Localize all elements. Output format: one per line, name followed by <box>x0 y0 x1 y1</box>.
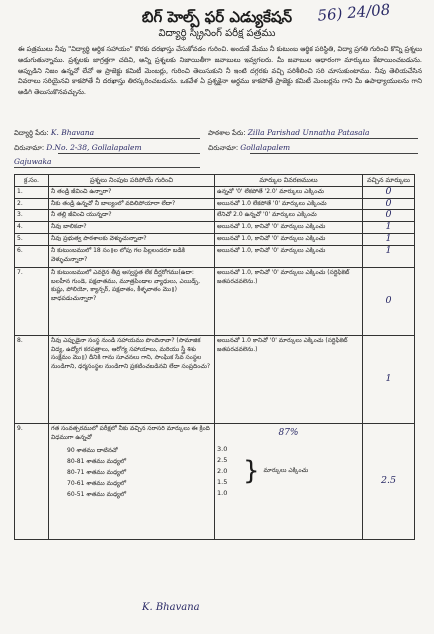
row9-range: 90 శాతము దాటినచో <box>67 447 118 455</box>
header-sno: క్ర.సం. <box>15 175 49 187</box>
form-subtitle: విద్యార్థి స్క్రీనింగ్ పరీక్ష పత్రము <box>158 28 276 39</box>
row-marks-desc: లేనిచో 2.0 ఉన్నచో '0' మార్కులు ఎక్కించు <box>215 210 363 222</box>
row-sno: 1. <box>15 186 49 198</box>
row-question: నీవు ప్రభుత్వ పాఠశాలకు వెళ్ళుచున్నావా? <box>49 233 215 245</box>
row9-range: 80-71 శాతము మధ్యలో <box>67 469 127 477</box>
row-awarded: 0 <box>363 198 415 210</box>
address-line2-underline <box>14 167 200 168</box>
row9-range: 80-81 శాతము మధ్యలో <box>67 458 127 466</box>
table-row <box>15 267 415 335</box>
row-marks-desc: అయినచో 1.0 లేకపోతే '0' మార్కులు ఎక్కించు <box>215 198 363 210</box>
row-question: నీ తండ్రి జీవించి ఉన్నారా? <box>49 186 215 198</box>
row-question: నీవు ఎప్పుడైనా సంస్థ నుండి సహాయము పొందినావా? (సామాజిక విద్య, ఉద్యోగ కరపత్రాలు, ఆరోగ్య సహాయాలు, మరియు స్త్రీ శిశు సంక్షేమం మొ॥) దీనికి గాను సూచనలు గాని, సాంఘిక సేవ సంస్థల నుండిగాని, ధర్మసంస్థల నుండిగాని ప్రకటించబడినవి లేదా సంప్రదించు? <box>49 335 215 423</box>
row-question: నీవు బాలికవా? <box>49 222 215 234</box>
row9-marks-list <box>217 444 243 499</box>
row-sno: 5. <box>15 233 49 245</box>
row-awarded: 0 <box>363 210 415 222</box>
table-row <box>15 245 415 267</box>
header-marks-desc: మార్కుల వివరణములు <box>215 175 363 187</box>
row-marks-desc: అయినచో 1.0, కానిచో '0' మార్కులు ఎక్కించు <box>215 245 363 267</box>
row9-mark: 2.0 <box>217 466 228 475</box>
row-marks-desc: అయినచో 1.0, కానిచో '0' మార్కులు ఎక్కించు (సర్టిఫికెట్ జతపరచవలెను.) <box>215 267 363 335</box>
row9-ranges <box>51 445 212 500</box>
row9-range: 60-51 శాతము మధ్యలో <box>67 491 127 499</box>
handwritten-number-stamp: 56) 24/08 <box>316 0 392 25</box>
row9-question-text: గత సంవత్సరములో పరీక్షలో నీకు వచ్చిన సరాసరి మార్కులు ఈ క్రింది విధముగా ఉన్నచో <box>51 424 210 441</box>
student-name-value: K. Bhavana <box>50 128 95 137</box>
table-row <box>15 423 415 539</box>
village-label: చిరునామా: <box>208 144 239 152</box>
address-underline <box>58 153 200 154</box>
row9-marks-desc: మార్కులు ఎక్కించు <box>263 466 309 474</box>
table-row <box>15 335 415 423</box>
address-line2-field <box>14 157 52 166</box>
row-question <box>49 423 215 539</box>
village-underline <box>250 153 418 154</box>
intro-paragraph: ఈ పత్రములు నీవు "విద్యార్థి ఆర్థిక సహాయం" కొరకు దరఖాస్తు చేసుకోవడం గురించి. అందుకే మేము నీ కుటుంబ ఆర్థిక పరిస్థితి, విద్యా ప్రగతి గురించి కొన్ని ప్రశ్నలు అడుగుతున్నాము. ప్రశ్నలకు జాగ్రత్తగా చదివి, అన్ని ప్రశ్నలకు నిజాయితీగా జవాబులు ఇవ్వగలరు. మీ జవాబుల ఆధారంగా మార్కులు కేటాయించబడును. అప్పుడిని నిజం ఉన్నవో లేవో ఆ ప్రాజెక్టు కమిటీ మెంబర్లు, గురించి తెలుసుకుని నీ ఇంటి దగ్గరకు వచ్చి పరిశీలించి సరి చూసుకుంటాము. నీవు తెలియచేసిన వివరాలు సరియైనవి కాకపోతే నీ దరఖాస్తు తిరస్కరించబడును. ఒకవేళ ఏ ప్రశ్నకైనా అర్థము కాకపోతే ప్రాజెక్టు కమిటీ మెంబర్లను గాని మీ ఉపాధ్యాయులను గాని అడిగి తెలుసుకొనవచ్చును. <box>18 45 422 97</box>
row-sno: 6. <box>15 245 49 267</box>
row-marks-desc: అయినచో 1.0, కానిచో '0' మార్కులు ఎక్కించు <box>215 222 363 234</box>
village-value: Gollalapalem <box>240 143 291 152</box>
row-awarded: 1 <box>363 245 415 267</box>
form-title: బిగ్ హెల్ప్ ఫర్ ఎడ్యుకేషన్ <box>141 8 293 26</box>
row-awarded: 1 <box>363 335 415 423</box>
table-row <box>15 222 415 234</box>
row-sno: 9. <box>15 423 49 539</box>
row-marks-desc: అయినచో 1.0 కానిచో '0' మార్కులు ఎక్కించు (సర్టిఫికెట్ జతపరచవలెను.) <box>215 335 363 423</box>
row9-written-percent: 87% <box>278 427 299 438</box>
row9-mark: 2.5 <box>217 455 228 464</box>
header-question: ప్రశ్నలు నింపుట పరిపోయే గురించి <box>49 175 215 187</box>
row-awarded: 2.5 <box>363 423 415 539</box>
row-sno: 8. <box>15 335 49 423</box>
table-header-row <box>15 175 415 187</box>
row9-mark: 1.0 <box>217 488 228 497</box>
row-question: నీ కుటుంబములో ఎవరైన తీవ్ర అస్వస్థత లేక దీర్ఘరోగము(ఉదా: బలహీన గుండె, పక్షవాతము, మూత్రపిండాల వ్యాధులు, ఎయిడ్స్, కుష్టు, పోలియో, క్యాన్సర్, పక్షవాతం, కీళ్ళవాతం మొ॥) బాధపడుచున్నారా? <box>49 267 215 335</box>
student-signature: K. Bhavana <box>142 602 200 613</box>
school-name-value: Zilla Parishad Unnatha Patasala <box>247 128 370 137</box>
row-awarded: 1 <box>363 233 415 245</box>
row-question: నీకు తండ్రి ఉన్నచో నీ బాల్యంలో వదిలిపోయారా లేదా? <box>49 198 215 210</box>
row-awarded: 0 <box>363 186 415 198</box>
row9-mark: 1.5 <box>217 477 228 486</box>
row-sno: 3. <box>15 210 49 222</box>
row9-range: 70-61 శాతము మధ్యలో <box>67 480 127 488</box>
row-marks-desc: అయినచో 1.0, కానిచో '0' మార్కులు ఎక్కించు <box>215 233 363 245</box>
address-line2-value: Gajuwaka <box>14 157 52 166</box>
screening-table <box>14 174 415 540</box>
row-question: నీ తల్లి జీవించి యున్నదా? <box>49 210 215 222</box>
school-name-underline <box>250 138 418 139</box>
table-row <box>15 198 415 210</box>
table-row <box>15 186 415 198</box>
row-question: నీ కుటుంబములో 18 సం॥ల లోపు గల పిల్లలందరూ బడికి వెళ్ళుచున్నారా? <box>49 245 215 267</box>
brace-glyph: } <box>243 456 260 487</box>
row-awarded: 0 <box>363 267 415 335</box>
table-row <box>15 233 415 245</box>
school-name-label: పాఠశాల పేరు: <box>208 129 246 137</box>
row-sno: 7. <box>15 267 49 335</box>
row9-marks-group <box>217 444 360 499</box>
student-name-label: విద్యార్థి పేరు: <box>14 129 49 137</box>
student-name-underline <box>70 138 200 139</box>
row-awarded: 1 <box>363 222 415 234</box>
header-awarded: వచ్చిన మార్కులు <box>363 175 415 187</box>
row-marks-desc <box>215 423 363 539</box>
address-value: D.No. 2-38, Gollalapalem <box>46 143 142 152</box>
table-row <box>15 210 415 222</box>
address-label: చిరునామా: <box>14 144 45 152</box>
row-sno: 2. <box>15 198 49 210</box>
row9-mark: 3.0 <box>217 444 228 453</box>
row-marks-desc: ఉన్నచో '0' లేకపోతే '2.0' మార్కులు ఎక్కించు <box>215 186 363 198</box>
row-sno: 4. <box>15 222 49 234</box>
